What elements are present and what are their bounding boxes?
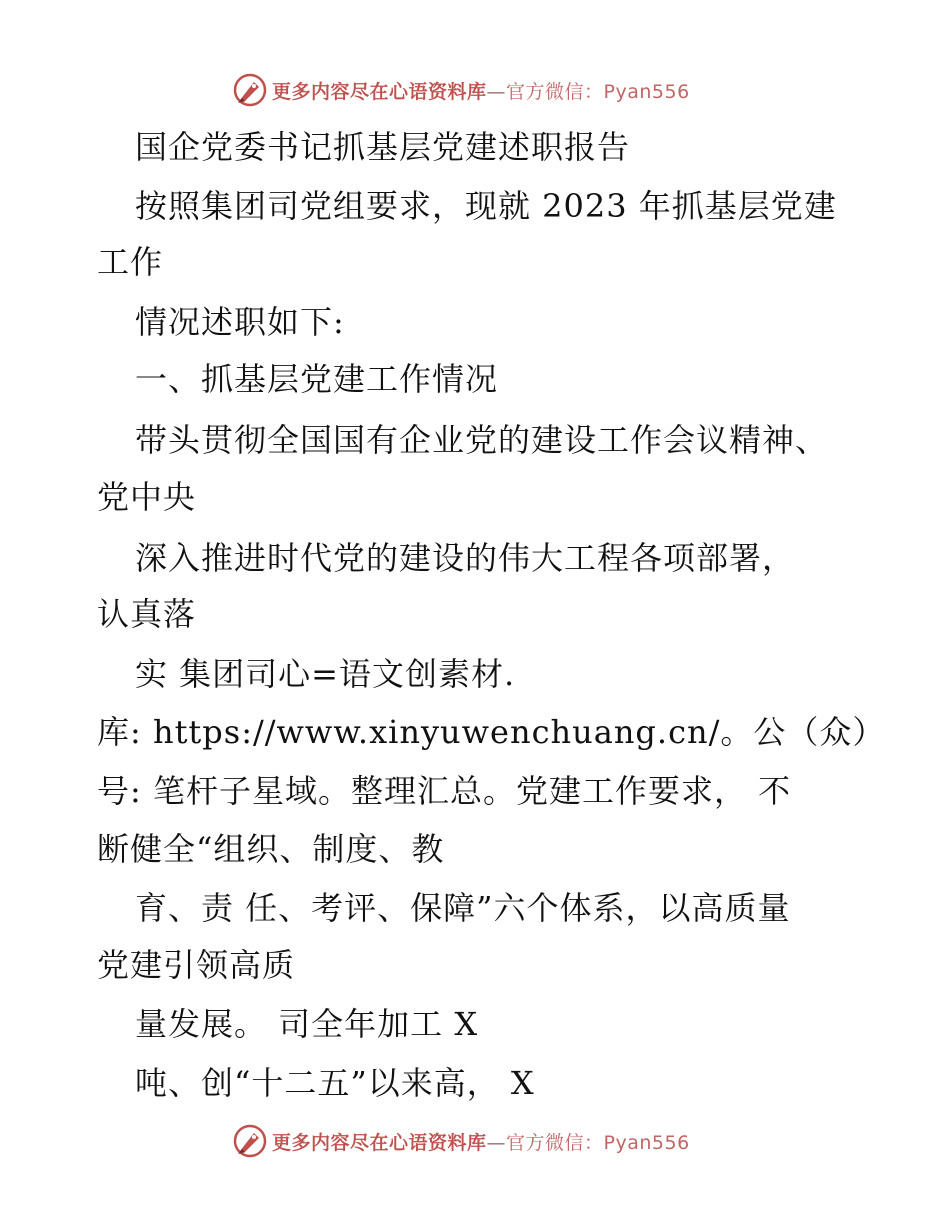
doc-line: 库: https://www.xinyuwenchuang.cn/。公（众） xyxy=(97,713,886,751)
watermark-text xyxy=(272,77,690,104)
doc-line: 吨、创“十二五”以来高， X xyxy=(135,1064,535,1102)
doc-title: 国企党委书记抓基层党建述职报告 xyxy=(135,128,631,166)
doc-line: 断健全“组织、制度、教 xyxy=(97,830,445,868)
watermark-official-label: 官方微信： xyxy=(506,1131,604,1154)
watermark-slogan: 更多内容尽在心语资料库 xyxy=(272,1131,487,1154)
doc-line: 工作 xyxy=(97,243,164,281)
doc-line: 按照集团司党组要求，现就 2023 年抓基层党建 xyxy=(135,187,837,225)
watermark-account: Pyan556 xyxy=(603,80,690,103)
watermark-separator: — xyxy=(486,1131,507,1154)
doc-line: 认真落 xyxy=(97,595,197,633)
watermark-account: Pyan556 xyxy=(603,1131,690,1154)
watermark-slogan: 更多内容尽在心语资料库 xyxy=(272,80,487,103)
doc-line: 带头贯彻全国国有企业党的建设工作会议精神、 xyxy=(135,421,829,459)
doc-line: 党建引领高质 xyxy=(97,946,296,984)
doc-line: 深入推进时代党的建设的伟大工程各项部署， xyxy=(135,539,796,577)
watermark-banner-top xyxy=(232,70,690,110)
doc-line: 育、责 任、考评、保障”六个体系，以高质量 xyxy=(135,889,791,927)
doc-heading: 一、抓基层党建工作情况 xyxy=(135,360,499,398)
pen-nib-logo-icon xyxy=(232,1123,268,1159)
watermark-official-label: 官方微信： xyxy=(506,80,604,103)
pen-nib-logo-icon xyxy=(232,72,268,108)
watermark-banner-bottom xyxy=(232,1121,690,1161)
doc-line: 量发展。 司全年加工 X xyxy=(135,1005,479,1043)
doc-line: 号: 笔杆子星域。整理汇总。党建工作要求， 不 xyxy=(97,772,792,810)
watermark-separator: — xyxy=(486,80,507,103)
doc-line: 实 集团司心=语文创素材. xyxy=(135,655,516,693)
watermark-text xyxy=(272,1128,690,1155)
doc-line: 情况述职如下: xyxy=(135,303,345,341)
doc-line: 党中央 xyxy=(97,478,197,516)
